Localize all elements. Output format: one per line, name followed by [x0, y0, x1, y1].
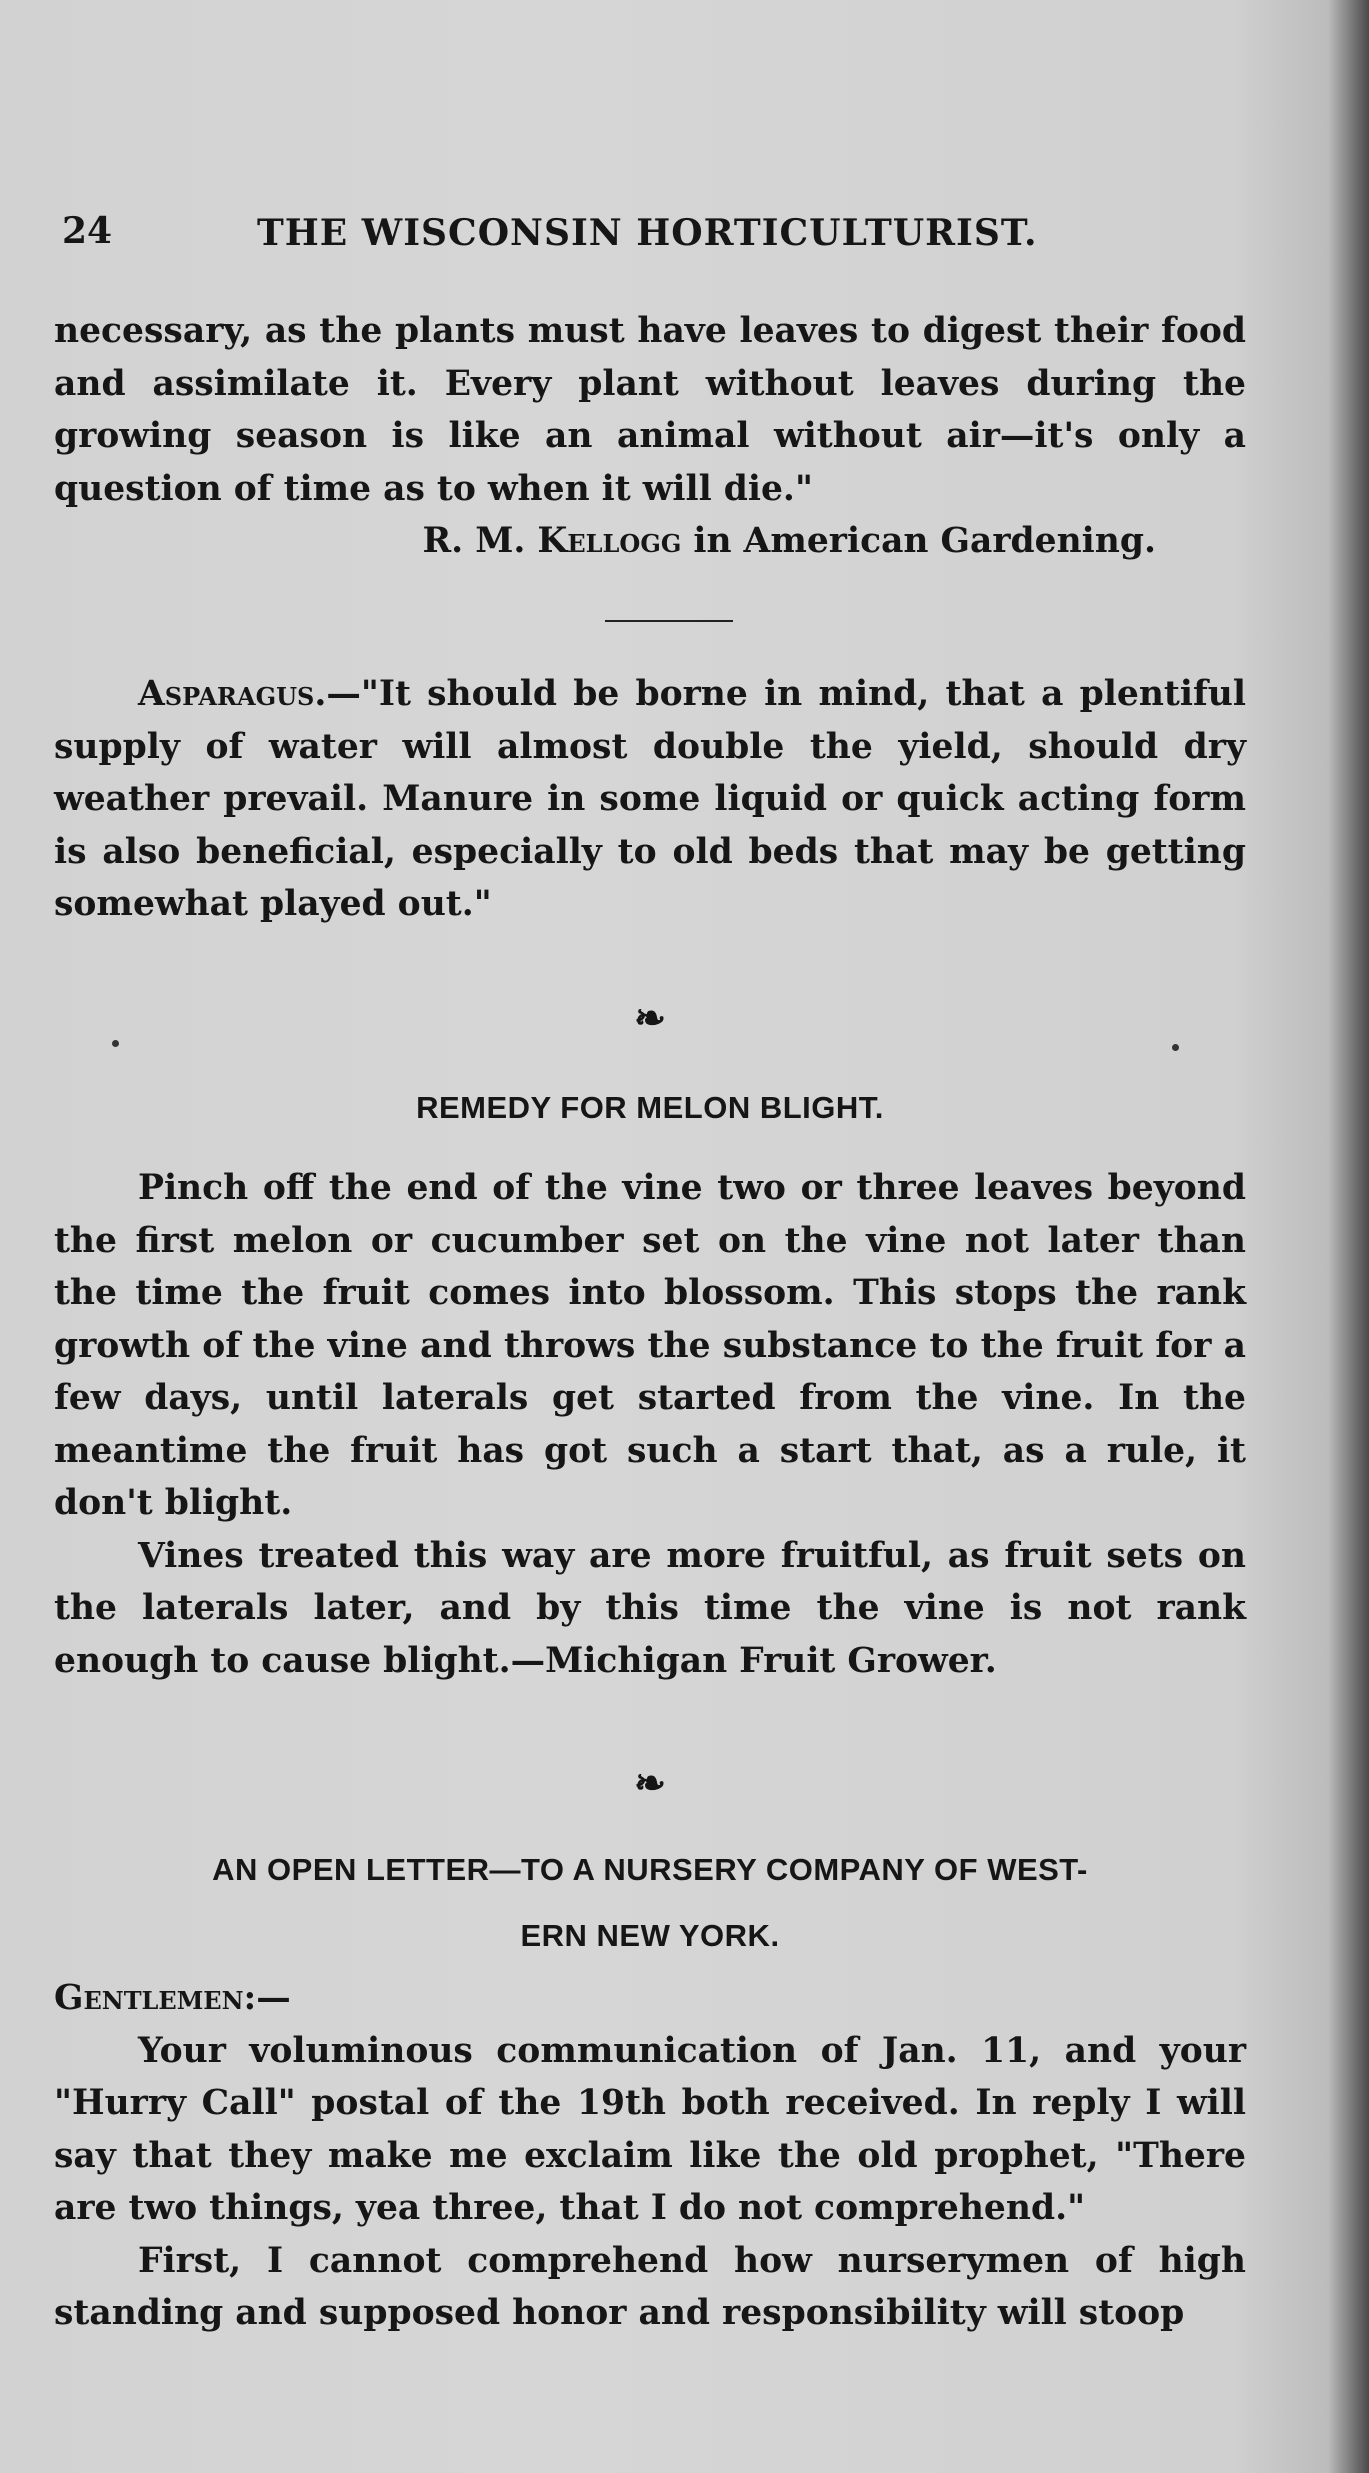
- page-header: [62, 210, 1285, 260]
- asparagus-lead: Asparagus.: [138, 674, 327, 714]
- signature-source: in American Gardening.: [693, 521, 1156, 561]
- melon-paragraph-2: Vines treated this way are more fruitful, as fruit sets on the laterals later, and by this time the vine is not rank enough to cause blight.—Michigan Fruit Grower.: [54, 1535, 1246, 1681]
- signature-name: R. M. Kellogg: [422, 521, 682, 561]
- asparagus-text: —"It should be borne in mind, that a plentiful supply of water will almost double the yield, should dry weather prevail. Manure in some liquid or quick acting form is also beneficial, especially to old beds that may be getting somewhat played out.": [54, 674, 1246, 924]
- page-dot: [1172, 1044, 1179, 1051]
- letter-paragraph-1: Your voluminous communication of Jan. 11, and your "Hurry Call" postal of the 19th both received. In reply I will say that they make me exclaim like the old prophet, "There are two things, yea three, that I do not comprehend.": [54, 2030, 1246, 2228]
- kellogg-paragraph: necessary, as the plants must have leaves to digest their food and assimilate it. Every plant without leaves during the growing season is like an animal without air—it's only a question of time as to when it will die.": [54, 311, 1246, 509]
- melon-heading: REMEDY FOR MELON BLIGHT.: [416, 1090, 884, 1125]
- kellogg-signature: [54, 515, 1246, 568]
- page-number: 24: [62, 210, 113, 252]
- letter-heading-line-1: AN OPEN LETTER—TO A NURSERY COMPANY OF WEST-: [212, 1852, 1088, 1887]
- ornament-fleuron: ❧: [634, 1760, 666, 1805]
- page-dot: [112, 1040, 119, 1047]
- kellogg-quote: [54, 305, 1246, 568]
- running-title: THE WISCONSIN HORTICULTURIST.: [257, 212, 1038, 254]
- letter-body: [54, 1972, 1246, 2340]
- melon-paragraph-1: Pinch off the end of the vine two or three leaves beyond the first melon or cucumber set on the vine not later than the time the fruit comes into blossom. This stops the rank growth of the vine and throws the substance to the fruit for a few days, until laterals get started from the vine. In the meantime the fruit has got such a start that, as a rule, it don't blight.: [54, 1168, 1246, 1523]
- asparagus-paragraph: [54, 668, 1246, 931]
- melon-article: [54, 1162, 1246, 1687]
- letter-heading-line-2: ERN NEW YORK.: [520, 1918, 780, 1953]
- letter-paragraph-2: First, I cannot comprehend how nurserymen of high standing and supposed honor and responsibility will stoop: [54, 2240, 1246, 2333]
- section-divider: [605, 620, 733, 622]
- ornament-fleuron: ❧: [634, 995, 666, 1040]
- letter-salutation: Gentlemen:—: [54, 1978, 291, 2018]
